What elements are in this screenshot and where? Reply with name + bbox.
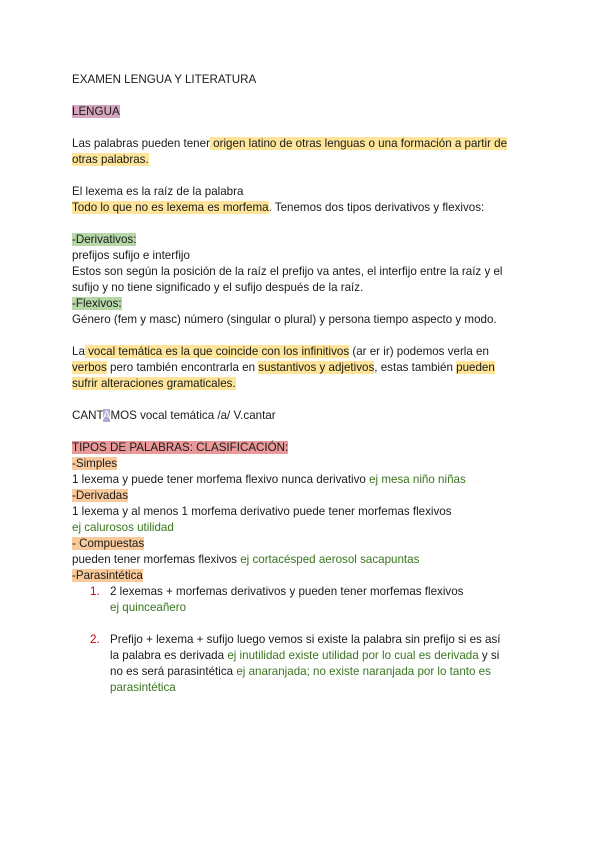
text: , estas también — [374, 361, 457, 374]
parasintetica-heading: -Parasintética — [72, 569, 143, 582]
example: ej inutilidad existe utilidad por lo cual es derivada — [227, 649, 479, 662]
highlight: sustantivos y adjetivos — [258, 361, 375, 374]
text: Las palabras pueden tener — [72, 137, 210, 150]
list-item — [72, 584, 532, 616]
paragraph-origin — [72, 136, 532, 168]
text: Género (fem y masc) número (singular o plural) y persona tiempo aspecto y modo. — [72, 313, 497, 326]
text: sufijo y no tiene significado y el sufijo después de la raíz. — [72, 281, 364, 294]
derivativos-block — [72, 232, 532, 328]
text: (ar er ir) podemos verla en — [349, 345, 489, 358]
highlight: origen latino de otras lenguas o una formación a partir de — [209, 137, 508, 150]
derivadas-heading: -Derivadas — [72, 489, 129, 502]
example: ej cortacésped aerosol sacapuntas — [240, 553, 420, 566]
highlight: vocal temática es la que coincide con los infinitivos — [84, 345, 350, 358]
list-number: 2. — [90, 633, 100, 646]
text: prefijos sufijo e interfijo — [72, 249, 190, 262]
doc-title: EXAMEN LENGUA Y LITERATURA — [72, 73, 257, 86]
derivativos-heading: -Derivativos: — [72, 233, 137, 246]
text: pueden tener morfemas flexivos — [72, 553, 241, 566]
spacer — [72, 616, 532, 632]
text: Prefijo + lexema + sufijo luego vemos si existe la palabra sin prefijo si es así — [110, 633, 501, 646]
text: 2 lexemas + morfemas derivativos y pueden tener morfemas flexivos — [110, 585, 464, 598]
section-lengua — [72, 104, 532, 120]
paragraph-lexema — [72, 184, 532, 216]
text: La — [72, 345, 85, 358]
simples-heading: -Simples — [72, 457, 118, 470]
parasintetica-list — [72, 584, 532, 696]
example: ej anaranjada; no existe naranjada por lo tanto es — [236, 665, 491, 678]
list-item — [72, 632, 532, 696]
text: y si — [478, 649, 500, 662]
flexivos-heading: -Flexivos: — [72, 297, 122, 310]
tipos-heading: TIPOS DE PALABRAS: CLASIFICACIÓN: — [72, 441, 289, 454]
list-number: 1. — [90, 585, 100, 598]
example: ej quinceañero — [110, 601, 187, 614]
text: CANT — [72, 409, 103, 422]
text: . Tenemos dos tipos derivativos y flexivos: — [268, 201, 485, 214]
text: la palabra es derivada — [110, 649, 228, 662]
highlight: otras palabras. — [72, 153, 149, 166]
cantamos-example — [72, 408, 532, 424]
vocal-tematica-block — [72, 344, 532, 392]
section-lengua-label: LENGUA — [72, 105, 120, 118]
compuestas-heading: - Compuestas — [72, 537, 145, 550]
text: Estos son según la posición de la raíz el prefijo va antes, el interfijo entre la raíz y el — [72, 265, 503, 278]
text: 1 lexema y puede tener morfema flexivo nunca derivativo — [72, 473, 370, 486]
example: parasintética — [110, 681, 176, 694]
text: MOS vocal temática /a/ V.cantar — [110, 409, 276, 422]
text: 1 lexema y al menos 1 morfema derivativo puede tener morfemas flexivos — [72, 505, 452, 518]
example: ej mesa niño niñas — [369, 473, 466, 486]
highlight: verbos — [72, 361, 107, 374]
document-page — [72, 72, 532, 696]
text: no es será parasintética — [110, 665, 237, 678]
highlight: A — [102, 409, 111, 422]
highlight: pueden — [456, 361, 495, 374]
highlight: sufrir alteraciones gramaticales. — [72, 377, 236, 390]
text: El lexema es la raíz de la palabra — [72, 185, 244, 198]
example: ej calurosos utilidad — [72, 521, 174, 534]
text: pero también encontrarla en — [106, 361, 259, 374]
tipos-block — [72, 440, 532, 584]
highlight: Todo lo que no es lexema es morfema — [72, 201, 269, 214]
